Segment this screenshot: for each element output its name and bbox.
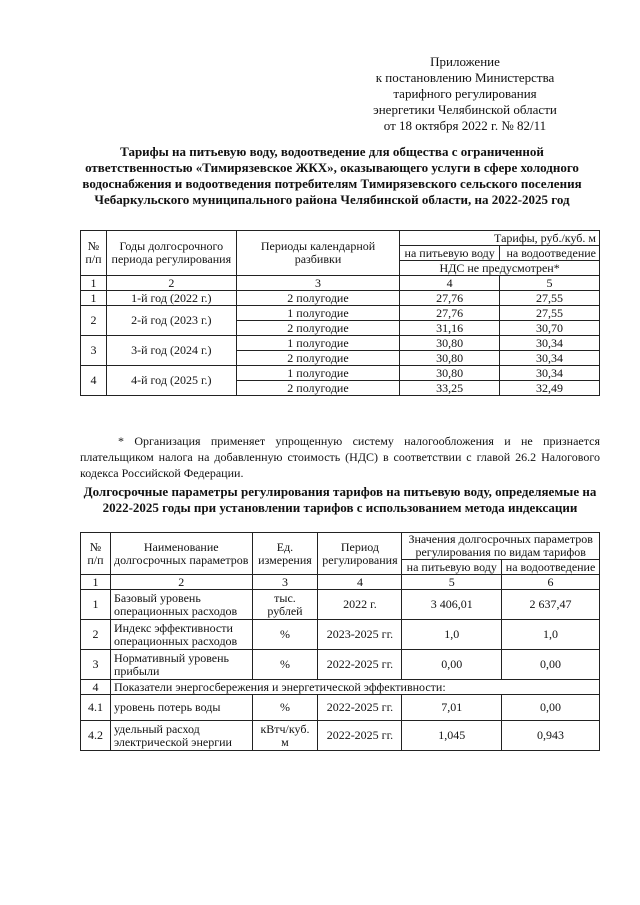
parameters-table — [80, 532, 600, 751]
row-parameter-name: Нормативный уровень прибыли — [110, 650, 252, 680]
column-number: 6 — [502, 575, 600, 590]
row-year: 1-й год (2022 г.) — [106, 291, 236, 306]
header-line: от 18 октября 2022 г. № 82/11 — [383, 118, 547, 133]
column-number: 2 — [110, 575, 252, 590]
col-header-tariffs: Тарифы, руб./куб. м — [400, 231, 600, 246]
tariff-table — [80, 230, 600, 396]
parameters-table-title: Долгосрочные параметры регулирования тарифов на питьевую воду, определяемые на 2022-2025 годы при установлении тарифов с использованием метода индексации — [83, 484, 597, 515]
row-period: 2023-2025 гг. — [318, 620, 402, 650]
column-number: 4 — [318, 575, 402, 590]
column-number-row — [81, 276, 600, 291]
column-number: 1 — [81, 575, 111, 590]
table-row — [81, 590, 600, 620]
table-row — [81, 336, 600, 351]
row-drain-tariff: 32,49 — [500, 381, 600, 396]
col-header-period: Период регулирования — [318, 533, 402, 575]
row-period: 2022 г. — [318, 590, 402, 620]
row-water-value: 1,045 — [402, 721, 502, 751]
row-parameter-name: Индекс эффективности операционных расходов — [110, 620, 252, 650]
row-unit: кВтч/куб. м — [252, 721, 318, 751]
row-water-tariff: 27,76 — [400, 291, 500, 306]
row-num: 2 — [81, 306, 107, 336]
section-heading: Показатели энергосбережения и энергетической эффективности: — [110, 680, 599, 695]
appendix-header — [300, 54, 630, 134]
row-parameter-name: удельный расход электрической энергии — [110, 721, 252, 751]
row-drain-value: 2 637,47 — [502, 590, 600, 620]
column-number: 3 — [236, 276, 400, 291]
row-water-value: 3 406,01 — [402, 590, 502, 620]
row-period: 1 полугодие — [236, 306, 400, 321]
row-water-tariff: 30,80 — [400, 366, 500, 381]
header-line: к постановлению Министерства — [375, 70, 555, 85]
col-header-drain: на водоотведение — [500, 246, 600, 261]
row-drain-value: 0,00 — [502, 695, 600, 721]
row-period: 2 полугодие — [236, 351, 400, 366]
row-drain-value: 0,943 — [502, 721, 600, 751]
header-line: тарифного регулирования — [393, 86, 537, 101]
row-parameter-name: Базовый уровень операционных расходов — [110, 590, 252, 620]
row-num: 2 — [81, 620, 111, 650]
col-header-values: Значения долгосрочных параметров регулирования по видам тарифов — [402, 533, 600, 560]
row-num: 4 — [81, 366, 107, 396]
header-line: энергетики Челябинской области — [373, 102, 557, 117]
row-num: 4 — [81, 680, 111, 695]
row-water-value: 0,00 — [402, 650, 502, 680]
row-water-tariff: 30,80 — [400, 336, 500, 351]
table-row — [81, 650, 600, 680]
table-row — [81, 695, 600, 721]
row-unit: тыс. рублей — [252, 590, 318, 620]
col-header-drain: на водоотведение — [502, 560, 600, 575]
table-row — [81, 366, 600, 381]
row-num: 1 — [81, 291, 107, 306]
col-header-water: на питьевую воду — [400, 246, 500, 261]
row-period: 2 полугодие — [236, 321, 400, 336]
header-line: Приложение — [430, 54, 500, 69]
table-row — [81, 721, 600, 751]
row-drain-tariff: 30,34 — [500, 351, 600, 366]
row-water-tariff: 27,76 — [400, 306, 500, 321]
row-drain-tariff: 30,34 — [500, 366, 600, 381]
row-drain-tariff: 30,70 — [500, 321, 600, 336]
row-water-tariff: 33,25 — [400, 381, 500, 396]
vat-footnote: * Организация применяет упрощенную систему налогообложения и не признается плательщиком налога на добавленную стоимость (НДС) в соответствии с главой 26.2 Налогового кодекса Российской Федерации. — [80, 434, 600, 480]
col-header-periods: Периоды календарной разбивки — [236, 231, 400, 276]
row-year: 3-й год (2024 г.) — [106, 336, 236, 366]
col-header-vat: НДС не предусмотрен* — [400, 261, 600, 276]
col-header-num: № п/п — [81, 533, 111, 575]
col-header-water: на питьевую воду — [402, 560, 502, 575]
row-period: 2022-2025 гг. — [318, 695, 402, 721]
row-unit: % — [252, 650, 318, 680]
tariff-table-title: Тарифы на питьевую воду, водоотведение для общества с ограниченной ответственностью «Тимирязевское ЖКХ», оказывающего услуги в сфере холодного водоснабжения и водоотведения потребителям Тимирязевского сельского поселения Чебаркульского муниципального района Челябинской области, на 2022-2025 год — [82, 144, 582, 207]
col-header-num: № п/п — [81, 231, 107, 276]
row-num: 3 — [81, 650, 111, 680]
row-unit: % — [252, 620, 318, 650]
row-parameter-name: уровень потерь воды — [110, 695, 252, 721]
row-period: 2022-2025 гг. — [318, 721, 402, 751]
col-header-years: Годы долгосрочного периода регулирования — [106, 231, 236, 276]
row-period: 2022-2025 гг. — [318, 650, 402, 680]
column-number: 5 — [500, 276, 600, 291]
row-water-tariff: 30,80 — [400, 351, 500, 366]
row-water-tariff: 31,16 — [400, 321, 500, 336]
column-number: 2 — [106, 276, 236, 291]
table-row — [81, 680, 600, 695]
col-header-unit: Ед. измерения — [252, 533, 318, 575]
table-row — [81, 306, 600, 321]
row-year: 4-й год (2025 г.) — [106, 366, 236, 396]
row-num: 4.1 — [81, 695, 111, 721]
row-drain-tariff: 27,55 — [500, 291, 600, 306]
col-header-name: Наименование долгосрочных параметров — [110, 533, 252, 575]
row-drain-value: 0,00 — [502, 650, 600, 680]
table-row — [81, 620, 600, 650]
row-period: 2 полугодие — [236, 291, 400, 306]
column-number: 4 — [400, 276, 500, 291]
row-unit: % — [252, 695, 318, 721]
row-period: 2 полугодие — [236, 381, 400, 396]
row-num: 1 — [81, 590, 111, 620]
table-row — [81, 291, 600, 306]
column-number: 3 — [252, 575, 318, 590]
row-water-value: 1,0 — [402, 620, 502, 650]
row-drain-tariff: 27,55 — [500, 306, 600, 321]
column-number-row — [81, 575, 600, 590]
row-period: 1 полугодие — [236, 366, 400, 381]
row-drain-tariff: 30,34 — [500, 336, 600, 351]
column-number: 5 — [402, 575, 502, 590]
row-num: 4.2 — [81, 721, 111, 751]
column-number: 1 — [81, 276, 107, 291]
row-water-value: 7,01 — [402, 695, 502, 721]
row-drain-value: 1,0 — [502, 620, 600, 650]
row-period: 1 полугодие — [236, 336, 400, 351]
row-num: 3 — [81, 336, 107, 366]
row-year: 2-й год (2023 г.) — [106, 306, 236, 336]
